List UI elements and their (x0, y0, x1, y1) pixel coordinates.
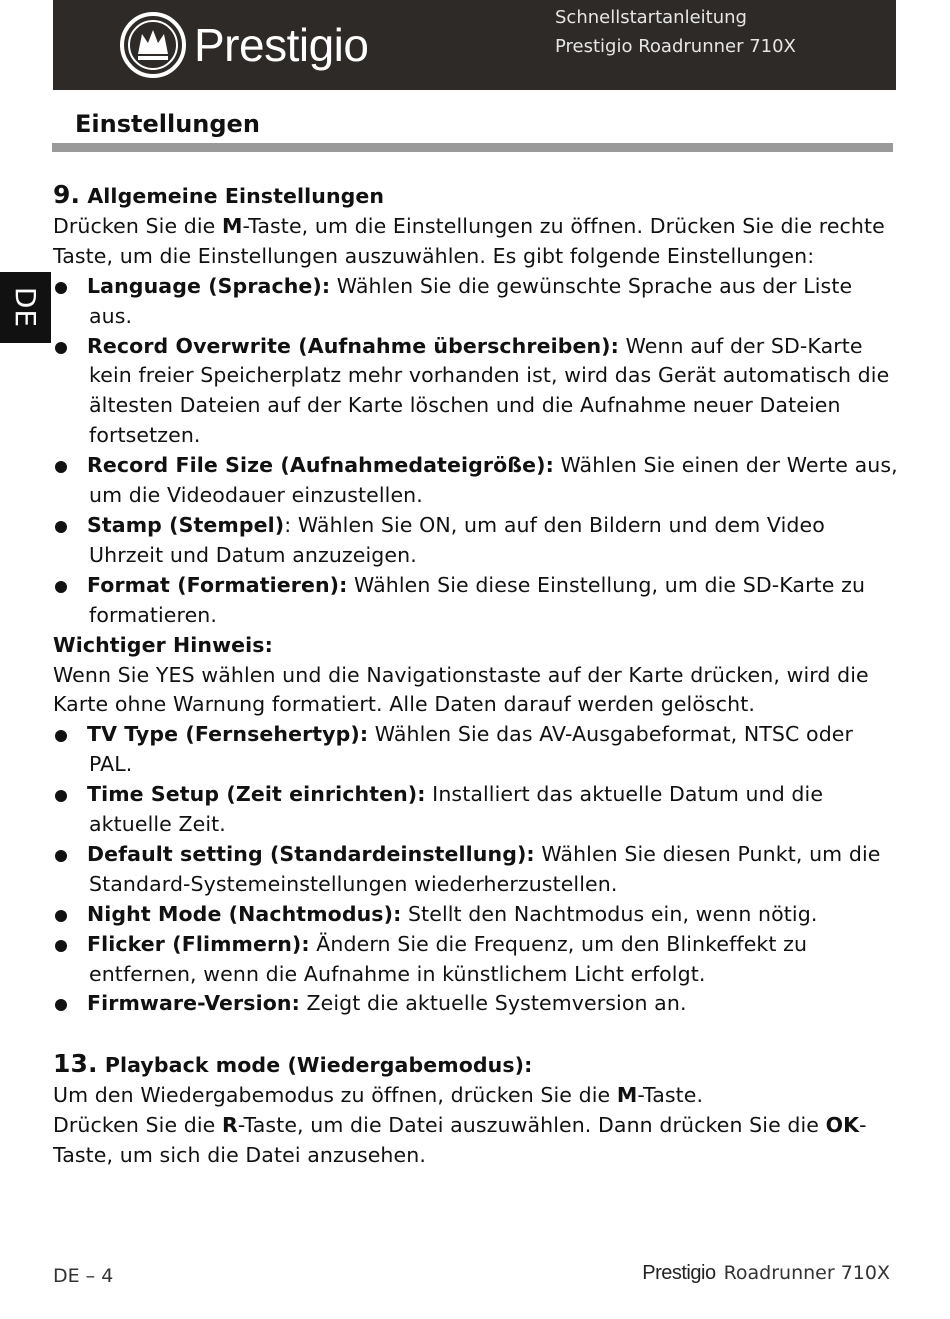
heading-text: Playback mode (Wiedergabemodus): (104, 1053, 533, 1078)
list-item (53, 272, 898, 332)
key-m: M (222, 213, 243, 238)
language-tab-label: DE (8, 286, 42, 329)
playback-text: Drücken Sie die (53, 1113, 223, 1138)
notice-text: Wenn Sie YES wählen und die Navigationstaste auf der Karte drücken, wird die Karte ohne Warnung formatiert. Alle Daten darauf werden gelöscht. (53, 662, 869, 717)
page-number: DE – 4 (53, 1265, 114, 1287)
notice-title (53, 631, 898, 661)
brand-wordmark: Prestigio (194, 19, 369, 71)
item-text: Wenn auf der SD-Karte kein freier Speicherplatz mehr vorhanden ist, wird das Gerät automatisch die ältesten Dateien auf der Karte löschen und die Aufnahme neuer Dateien fortsetzen. (89, 333, 890, 448)
key-ok: OK (825, 1113, 860, 1138)
item-term: TV Type (Fernsehertyp): (87, 722, 369, 747)
playback-text: -Taste, um die Datei auszuwählen. Dann drücken Sie die (237, 1113, 826, 1138)
item-text: Wählen Sie diese Einstellung, um die SD-Karte zu formatieren. (89, 572, 866, 627)
list-item (53, 900, 898, 930)
footer-model: Roadrunner 710X (723, 1262, 890, 1284)
header-line-2: Prestigio Roadrunner 710X (555, 36, 796, 57)
item-text: Wählen Sie die gewünschte Sprache aus der Liste aus. (89, 273, 853, 328)
playback-text: -Taste. (637, 1083, 704, 1108)
list-item (53, 989, 898, 1019)
crown-emblem-icon (118, 10, 188, 80)
intro-paragraph (53, 212, 898, 272)
item-term: Language (Sprache): (87, 273, 331, 298)
settings-list-a (53, 272, 898, 631)
item-text: Wählen Sie das AV-Ausgabeformat, NTSC oder PAL. (89, 722, 854, 777)
item-text: Wählen Sie einen der Werte aus, um die Videodauer einzustellen. (89, 453, 898, 508)
item-term: Default setting (Standardeinstellung): (87, 841, 535, 866)
intro-text-rest: -Taste, um die Einstellungen zu öffnen. Drücken Sie die rechte Taste, um die Einstellungen auszuwählen. Es gibt folgende Einstellungen: (53, 213, 885, 268)
item-text: Wählen Sie diesen Punkt, um die Standard-Systemeinstellungen wiederherzustellen. (89, 841, 881, 896)
list-item (53, 332, 898, 452)
item-term: Record File Size (Aufnahmedateigröße): (87, 453, 554, 478)
list-item (53, 930, 898, 990)
heading-number: 9. (53, 180, 81, 209)
footer-brand-block (642, 1262, 890, 1285)
item-term: Time Setup (Zeit einrichten): (87, 782, 426, 807)
language-tab (0, 272, 51, 343)
list-item (53, 571, 898, 631)
playback-text: -Taste, um sich die Datei anzusehen. (53, 1113, 867, 1168)
key-m: M (616, 1083, 638, 1108)
item-term: Record Overwrite (Aufnahme überschreiben): (87, 333, 619, 358)
playback-paragraph (53, 1081, 898, 1171)
heading-text: Allgemeine Einstellungen (87, 184, 385, 208)
settings-list-b (53, 720, 898, 1019)
intro-text: Drücken Sie die (53, 213, 223, 238)
item-term: Flicker (Flimmern): (87, 931, 310, 956)
prestigio-logo (118, 10, 368, 80)
section-title: Einstellungen (75, 110, 260, 138)
heading-number: 13. (53, 1049, 98, 1079)
list-item (53, 451, 898, 511)
page-header (53, 0, 896, 90)
item-term: Stamp (Stempel) (87, 512, 285, 537)
heading-section-13 (53, 1049, 898, 1081)
item-text: Zeigt die aktuelle Systemversion an. (299, 991, 687, 1016)
notice-title-text: Wichtiger Hinweis: (53, 632, 273, 657)
page-content (53, 180, 898, 1171)
item-text: Stellt den Nachtmodus ein, wenn nötig. (401, 901, 818, 926)
heading-section-9 (53, 180, 898, 212)
list-item (53, 780, 898, 840)
header-line-1: Schnellstartanleitung (555, 7, 747, 28)
item-text: : Wählen Sie ON, um auf den Bildern und dem Video Uhrzeit und Datum anzuzeigen. (89, 512, 825, 567)
header-caption (555, 3, 796, 61)
key-r: R (222, 1113, 238, 1138)
item-term: Night Mode (Nachtmodus): (87, 901, 402, 926)
item-term: Firmware-Version: (87, 991, 300, 1016)
list-item (53, 511, 898, 571)
footer-logo: Prestigio (642, 1262, 716, 1284)
list-item (53, 840, 898, 900)
item-text: Installiert das aktuelle Datum und die aktuelle Zeit. (89, 782, 824, 837)
item-term: Format (Formatieren): (87, 572, 348, 597)
playback-text: Um den Wiedergabemodus zu öffnen, drücken Sie die (53, 1083, 617, 1108)
list-item (53, 720, 898, 780)
title-divider (52, 143, 893, 152)
spacer (53, 1019, 898, 1049)
item-text: Ändern Sie die Frequenz, um den Blinkeffekt zu entfernen, wenn die Aufnahme in künstlichem Licht erfolgt. (89, 931, 808, 986)
